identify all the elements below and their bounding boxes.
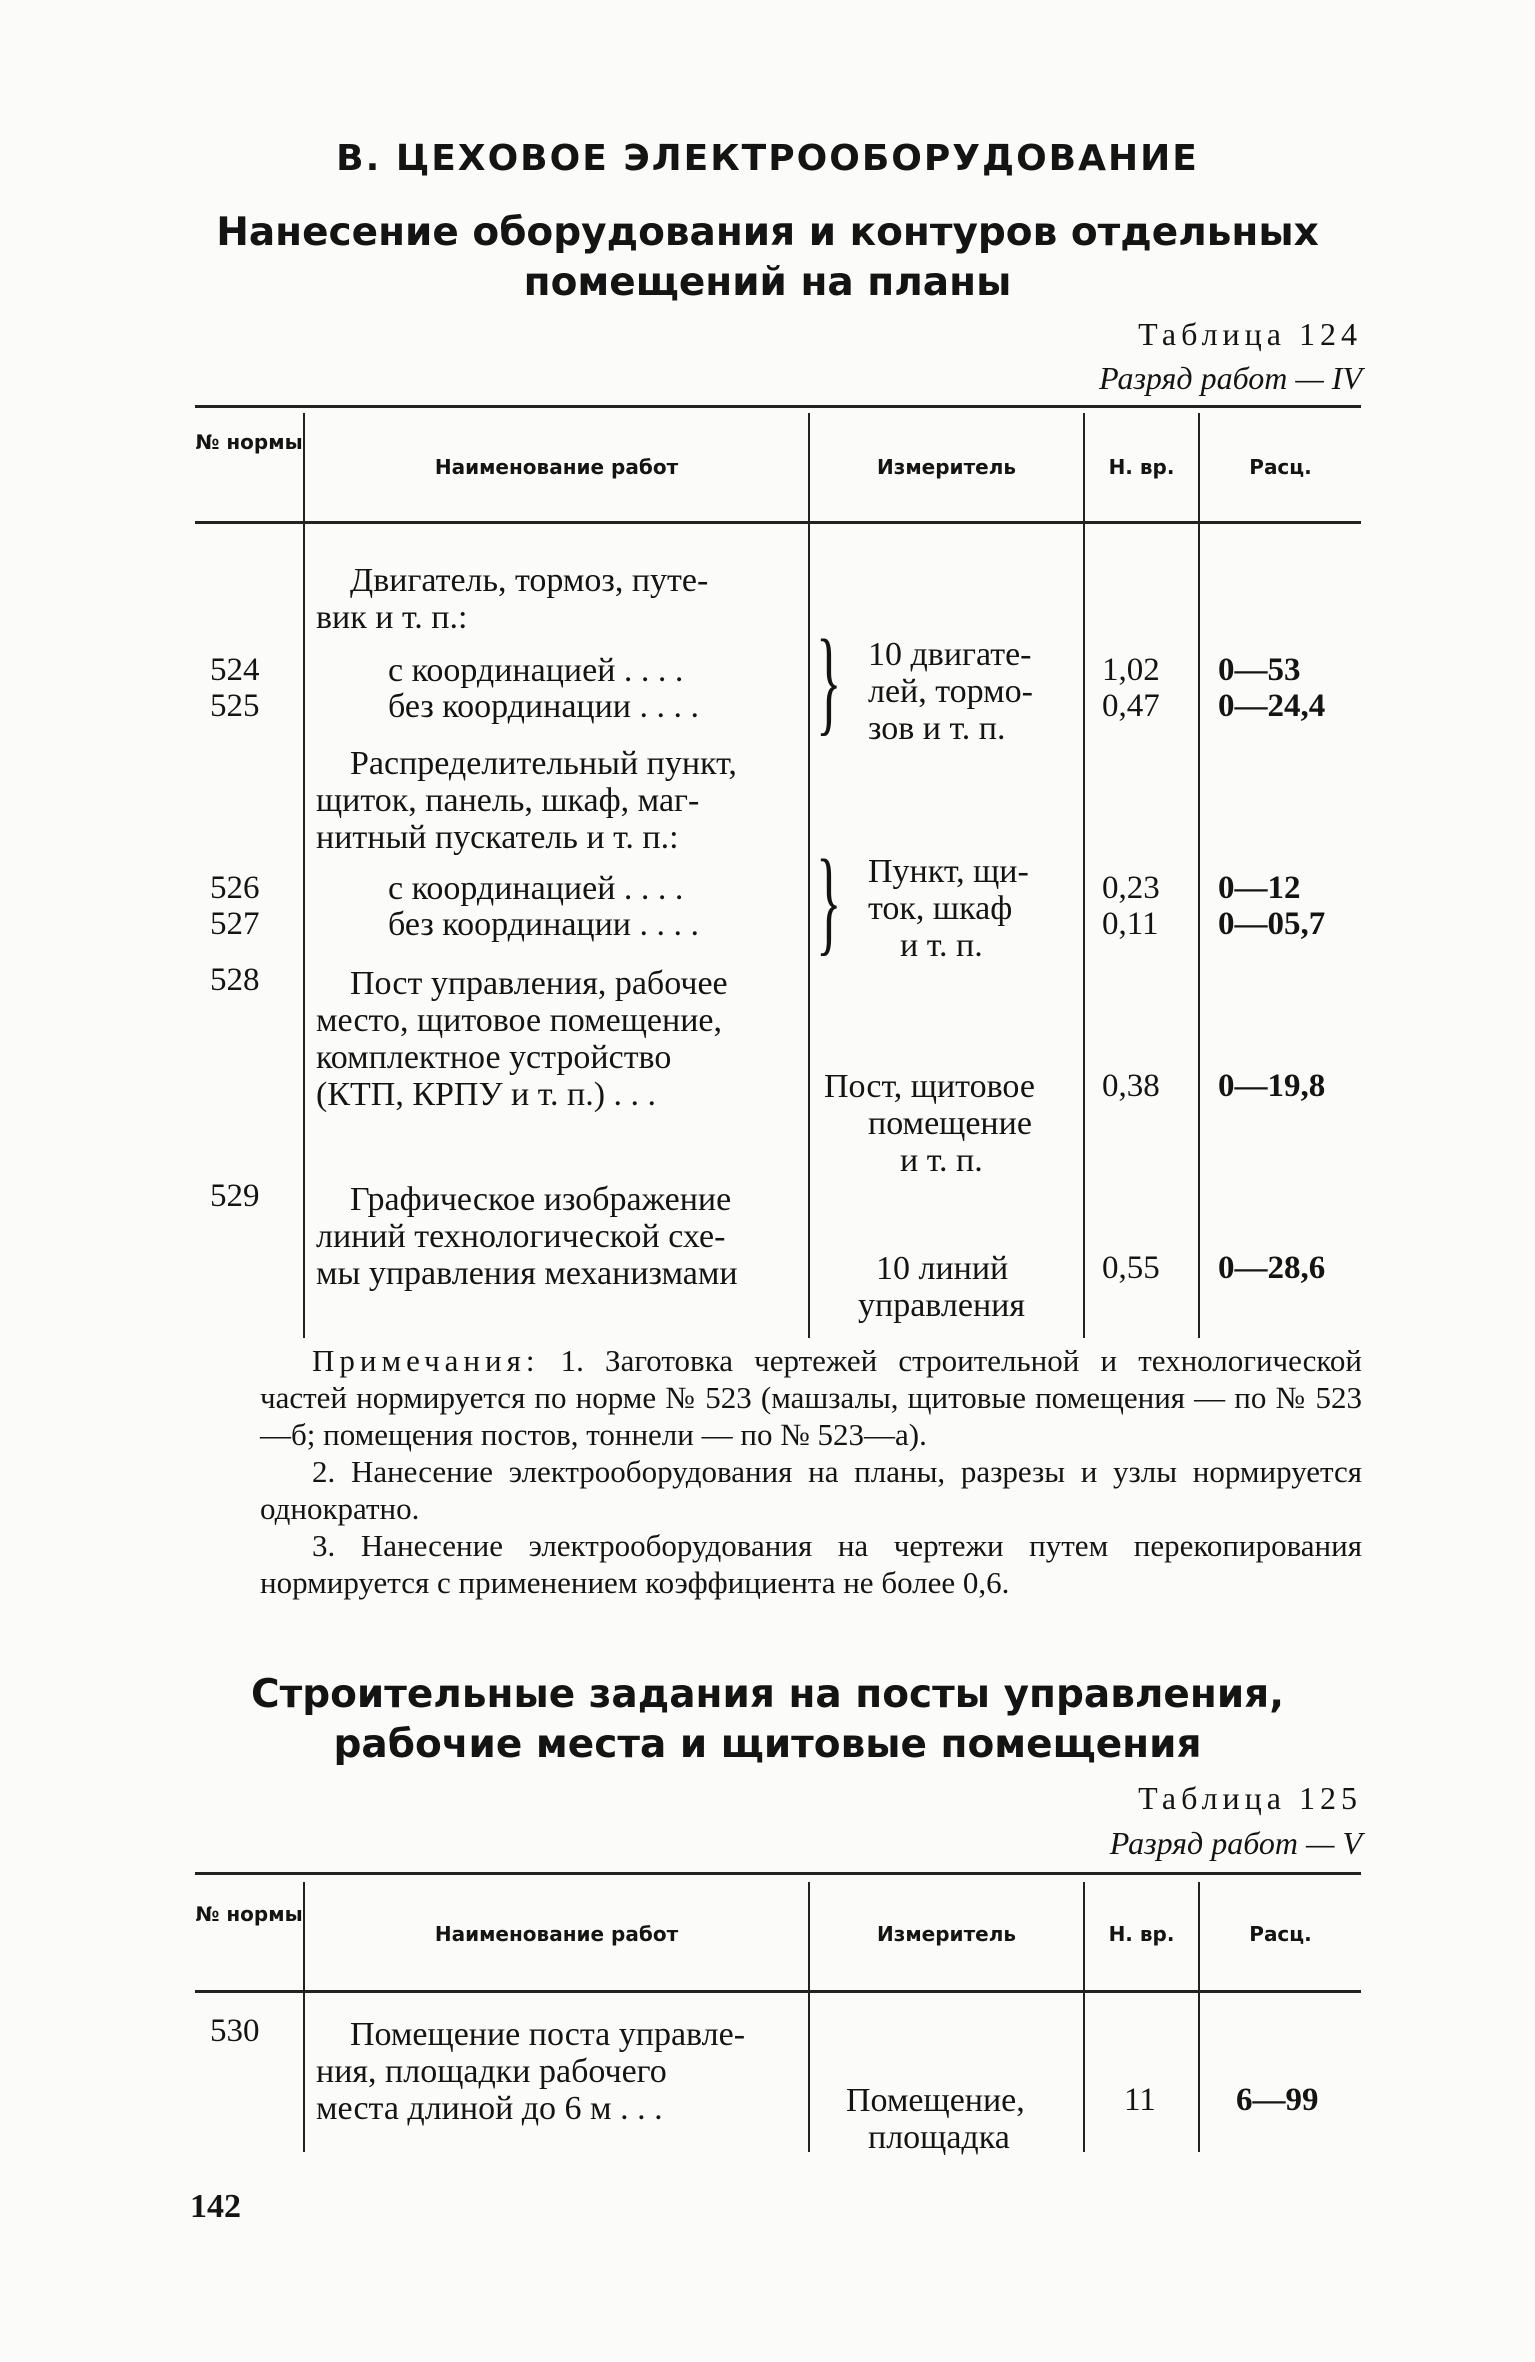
row-528-unit-line2: помещение [868, 1105, 1032, 1142]
note-3: 3. Нанесение электрооборудования на чертежи путем перекопирования нормируется с применением коэффициента не более 0,6. [260, 1528, 1362, 1600]
row-529-line3: мы управления механизмами [316, 1255, 738, 1292]
group-2-line2: щиток, панель, шкаф, маг- [316, 782, 700, 819]
row-527-rate: 0—05,7 [1218, 906, 1326, 942]
table-125-header-time: Н. вр. [1108, 1922, 1175, 1946]
row-528-line3: комплектное устройство [316, 1039, 672, 1076]
row-530-line3: места длиной до 6 м . . . [316, 2090, 663, 2127]
note-1-label: Примечания: [312, 1343, 540, 1378]
row-530-line1: Помещение поста управле- [350, 2016, 746, 2053]
table-124-header-time: Н. вр. [1108, 455, 1175, 479]
table-125-top-rule [195, 1872, 1361, 1875]
group-1-line1: Двигатель, тормоз, путе- [350, 562, 709, 599]
table-125-header-unit: Измеритель [876, 1922, 1017, 1946]
group-1-line2: вик и т. п.: [316, 599, 468, 636]
row-528-unit-line1: Пост, щитовое [824, 1068, 1035, 1105]
table-124-header-rule [195, 521, 1361, 524]
row-524-time: 1,02 [1102, 652, 1160, 688]
row-525-no: 525 [210, 688, 260, 724]
row-529-time: 0,55 [1102, 1250, 1160, 1286]
row-529-line2: линий технологической схе- [316, 1218, 726, 1255]
brace-icon: } [816, 835, 842, 966]
row-529-unit-line1: 10 линий [876, 1250, 1009, 1287]
row-528-unit-line3: и т. п. [900, 1142, 983, 1179]
group-2-line3: нитный пускатель и т. п.: [316, 819, 679, 856]
row-528-line2: место, щитовое помещение, [316, 1002, 722, 1039]
table-124-header-no: № нормы [195, 430, 303, 454]
table-124-col-divider-3 [1083, 413, 1085, 1338]
row-529-no: 529 [210, 1178, 260, 1214]
table-124-col-divider-2 [808, 413, 810, 1338]
row-529-rate: 0—28,6 [1218, 1250, 1326, 1286]
page-number: 142 [190, 2188, 241, 2225]
row-527-no: 527 [210, 906, 260, 942]
table-124-top-rule [195, 405, 1361, 408]
row-530-line2: ния, площадки рабочего [316, 2053, 667, 2090]
table-124-title-line1: Нанесение оборудования и контуров отдельных [216, 210, 1319, 255]
row-529-line1: Графическое изображение [350, 1181, 732, 1218]
group-2-line1: Распределительный пункт, [350, 745, 737, 782]
unit-2-line3: и т. п. [900, 927, 983, 964]
row-530-time: 11 [1124, 2082, 1156, 2118]
unit-1-line2: лей, тормо- [868, 673, 1033, 710]
row-525-time: 0,47 [1102, 688, 1160, 724]
notes [260, 1342, 1362, 1601]
brace-icon: } [816, 615, 842, 746]
row-524-name: с координацией . . . . [388, 652, 684, 689]
table-125-title-line1: Строительные задания на посты управления, [250, 1672, 1285, 1717]
unit-2-line1: Пункт, щи- [868, 853, 1029, 890]
row-530-rate: 6—99 [1236, 2082, 1319, 2118]
row-525-rate: 0—24,4 [1218, 688, 1326, 724]
row-526-rate: 0—12 [1218, 870, 1301, 906]
row-528-line4: (КТП, КРПУ и т. п.) . . . [316, 1076, 657, 1113]
row-528-time: 0,38 [1102, 1068, 1160, 1104]
table-125-label: Таблица 125 [1138, 1780, 1362, 1816]
table-124-header-rate: Расц. [1249, 455, 1312, 479]
row-530-no: 530 [210, 2013, 260, 2049]
note-1-text: 1. Заготовка чертежей строительной и технологической частей нормируется по норме № 523 (машзалы, щитовые помещения — по № 523—б; помещения постов, тоннели — по № 523—а). [260, 1343, 1362, 1452]
section-title: В. ЦЕХОВОЕ ЭЛЕКТРООБОРУДОВАНИЕ [336, 138, 1199, 179]
row-528-no: 528 [210, 962, 260, 998]
row-527-time: 0,11 [1102, 906, 1159, 942]
table-125-header-rate: Расц. [1249, 1922, 1312, 1946]
row-530-unit-line2: площадка [868, 2119, 1010, 2156]
table-124-category: Разряд работ — IV [1099, 360, 1362, 396]
row-524-no: 524 [210, 652, 260, 688]
unit-1-line1: 10 двигате- [868, 636, 1032, 673]
table-124-title [0, 208, 1535, 308]
note-1 [260, 1342, 1362, 1453]
row-528-rate: 0—19,8 [1218, 1068, 1326, 1104]
row-526-time: 0,23 [1102, 870, 1160, 906]
table-125-title [0, 1670, 1535, 1770]
table-124-col-divider-1 [303, 413, 305, 1338]
row-526-name: с координацией . . . . [388, 870, 684, 907]
table-125-category: Разряд работ — V [1109, 1825, 1362, 1861]
row-527-name: без координации . . . . [388, 906, 699, 943]
row-528-line1: Пост управления, рабочее [350, 965, 728, 1002]
table-124-title-line2: помещений на планы [523, 260, 1012, 305]
row-530-unit-line1: Помещение, [846, 2082, 1025, 2119]
table-124-header-unit: Измеритель [876, 455, 1017, 479]
row-524-rate: 0—53 [1218, 652, 1301, 688]
note-2: 2. Нанесение электрооборудования на планы, разрезы и узлы нормируется однократно. [260, 1454, 1362, 1526]
row-529-unit-line2: управления [858, 1287, 1025, 1324]
row-526-no: 526 [210, 870, 260, 906]
table-125-header-name: Наименование работ [434, 1922, 679, 1946]
table-125-header-rule [195, 1990, 1361, 1993]
unit-2-line2: ток, шкаф [868, 890, 1013, 927]
table-125-header-no: № нормы [195, 1902, 303, 1926]
table-124-header-name: Наименование работ [434, 455, 679, 479]
table-125-title-line2: рабочие места и щитовые помещения [333, 1722, 1202, 1767]
unit-1-line3: зов и т. п. [868, 710, 1006, 747]
table-124-col-divider-4 [1198, 413, 1200, 1338]
table-124-label: Таблица 124 [1138, 316, 1362, 352]
row-525-name: без координации . . . . [388, 688, 699, 725]
